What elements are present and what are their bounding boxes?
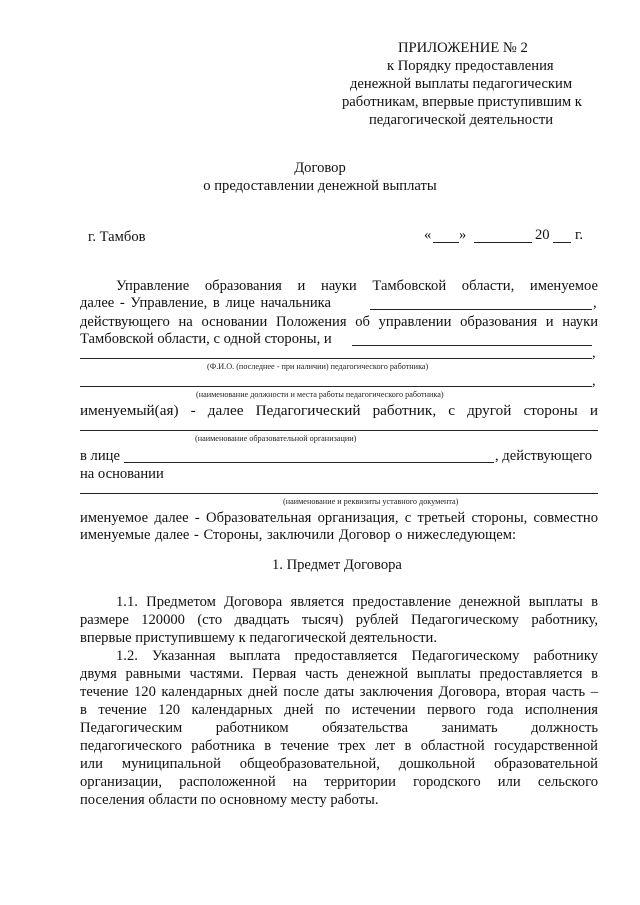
fio-caption: (Ф.И.О. (последнее - при наличии) педагогического работника): [207, 362, 429, 371]
paragraph-line: поселения области по основному месту работы.: [80, 792, 379, 808]
org-caption: (наименование образовательной организации): [195, 434, 357, 443]
paragraph-line: в течение 120 календарных дней по истечении первого года исполнения: [80, 702, 598, 718]
org-blank-line: [80, 430, 598, 431]
month-blank-line: [474, 242, 532, 243]
comma: ,: [592, 345, 596, 361]
position-blank-line: [80, 386, 592, 387]
date-quote-open: «: [424, 227, 432, 243]
parties-line: именуемые далее - Стороны, заключили Договор о нижеследующем:: [80, 527, 517, 543]
fio-blank-line: [80, 358, 592, 359]
appendix-line: работникам, впервые приступившим к: [342, 94, 582, 110]
doc-blank-line: [80, 493, 598, 494]
paragraph-line: 1.1. Предметом Договора является предоставление денежной выплаты в: [116, 594, 598, 610]
head-name-blank-line: [370, 309, 592, 310]
representative-blank-line: [124, 462, 494, 463]
paragraph-line: двумя равными частями. Первая часть денежной выплаты предоставляется в: [80, 666, 598, 682]
year-suffix: г.: [575, 227, 583, 243]
appendix-line: денежной выплаты педагогическим: [350, 76, 573, 92]
comma: ,: [593, 295, 597, 311]
section-heading: 1. Предмет Договора: [272, 557, 402, 573]
party-blank-line: [352, 345, 592, 346]
day-blank-line: [433, 242, 459, 243]
parties-line: действующего на основании Положения об управлении образования и науки: [80, 314, 598, 330]
city: г. Тамбов: [88, 229, 146, 245]
parties-line: далее - Управление, в лице начальника: [80, 295, 332, 311]
paragraph-line: впервые приступившему к педагогической деятельности.: [80, 630, 437, 646]
parties-line: Тамбовской области, с одной стороны, и: [80, 331, 332, 347]
paragraph-line: 1.2. Указанная выплата предоставляется Педагогическому работнику: [116, 648, 598, 664]
year-blank-line: [553, 242, 571, 243]
comma: ,: [592, 373, 596, 389]
in-person-label: в лице: [80, 448, 120, 464]
basis-label: на основании: [80, 466, 164, 482]
year-prefix: 20: [535, 227, 550, 243]
appendix-line: к Порядку предоставления: [387, 58, 554, 74]
parties-line: именуемый(ая) - далее Педагогический работник, с другой стороны и: [80, 402, 598, 419]
paragraph-line: Педагогическим работником обязательства занимать должность: [80, 720, 598, 736]
acting-label: , действующего: [495, 448, 593, 464]
paragraph-line: педагогического работника в течение трех лет в областной государственной: [80, 738, 598, 754]
appendix-title: ПРИЛОЖЕНИЕ № 2: [398, 40, 528, 56]
parties-line: именуемое далее - Образовательная организация, с третьей стороны, совместно: [80, 510, 598, 526]
paragraph-line: размере 120000 (сто двадцать тысяч) рублей Педагогическому работнику,: [80, 612, 598, 628]
paragraph-line: организации, расположенной на территории городского или сельского: [80, 774, 598, 790]
appendix-line: педагогической деятельности: [369, 112, 554, 128]
paragraph-line: или муниципальной общеобразовательной, дошкольной образовательной: [80, 756, 598, 772]
date-quote-close: »: [459, 227, 467, 243]
doc-caption: (наименование и реквизиты уставного документа): [283, 497, 459, 506]
contract-subtitle: о предоставлении денежной выплаты: [203, 178, 437, 194]
position-caption: (наименование должности и места работы педагогического работника): [196, 390, 444, 399]
parties-line: Управление образования и науки Тамбовской области, именуемое: [116, 278, 598, 294]
contract-title: Договор: [294, 160, 346, 176]
paragraph-line: течение 120 календарных дней после даты заключения Договора, вторая часть –: [80, 684, 598, 700]
